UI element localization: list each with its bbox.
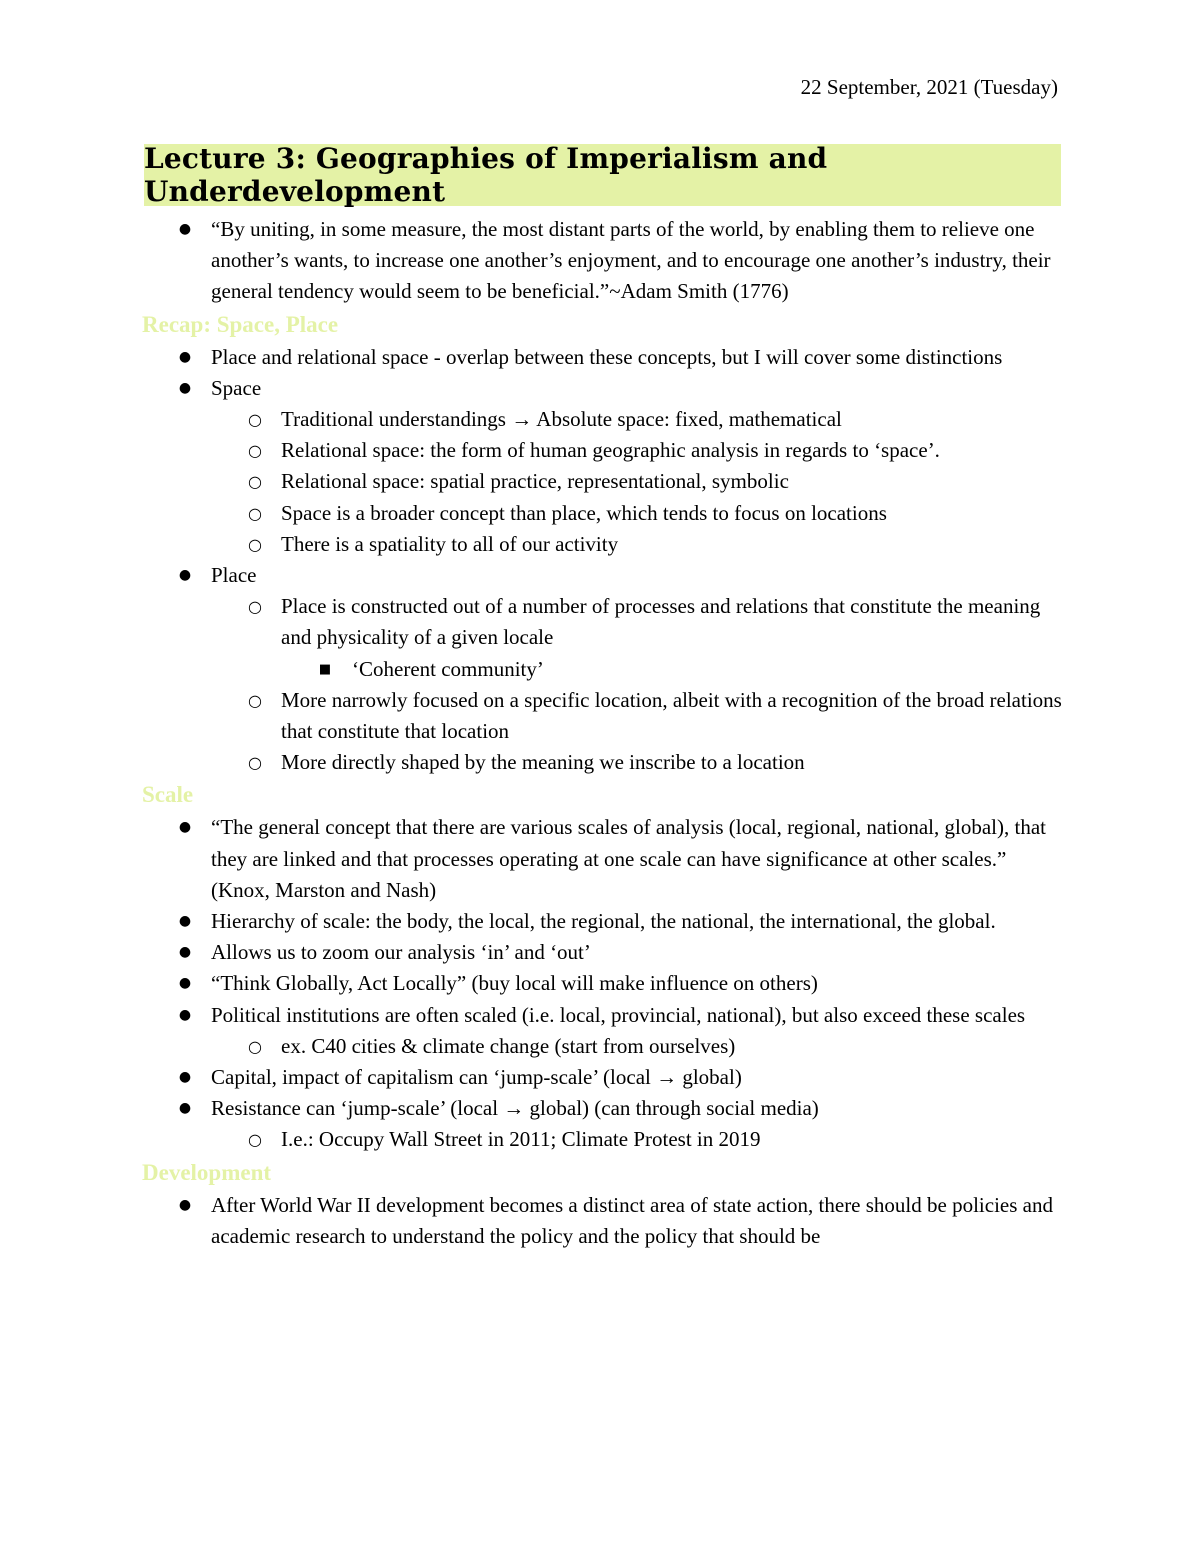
bullet-circle-icon: ○: [248, 472, 262, 492]
list-item-text: Place is constructed out of a number of processes and relations that constitute the meaning and physicality of a given locale: [281, 594, 1041, 650]
list-item-text: Resistance can ‘jump-scale’ (local → global) (can through social media): [211, 1096, 819, 1121]
bullet-disc-icon: ●: [178, 913, 192, 930]
list-item: [142, 1190, 1062, 1252]
list-item: [142, 498, 1062, 529]
list-item: [142, 968, 1062, 999]
list-item: [142, 342, 1062, 373]
list-item-text: There is a spatiality to all of our activity: [281, 531, 619, 556]
document-date: 22 September, 2021 (Tuesday): [800, 75, 1058, 99]
list-item: [142, 1031, 1062, 1062]
list-item: [142, 560, 1062, 591]
lecture-title: Lecture 3: Geographies of Imperialism and Underdevelopment: [144, 142, 828, 208]
list-item: [142, 1093, 1062, 1124]
list-item: [142, 747, 1062, 778]
list-item: [142, 812, 1062, 906]
bullet-circle-icon: ○: [248, 1036, 262, 1056]
list-item-text: ex. C40 cities & climate change (start from ourselves): [281, 1033, 736, 1058]
notes-body: [142, 214, 1062, 1252]
development-list: [142, 1190, 1062, 1252]
intro-list: [142, 214, 1062, 308]
list-item-text: Allows us to zoom our analysis ‘in’ and ‘out’: [211, 940, 591, 965]
scale-list: [142, 812, 1062, 1155]
list-item: [142, 435, 1062, 466]
bullet-square-icon: ■: [318, 661, 332, 677]
list-item-text: ‘Coherent community’: [352, 656, 544, 681]
list-item-text: “The general concept that there are various scales of analysis (local, regional, national, global), that they are linked and that processes operating at one scale can have significance at other scales.” (Knox, Marston and Nash): [211, 815, 1046, 902]
bullet-circle-icon: ○: [248, 1130, 262, 1150]
list-item: [142, 466, 1062, 497]
bullet-disc-icon: ●: [178, 348, 192, 365]
bullet-disc-icon: ●: [178, 1069, 192, 1086]
list-item: [142, 404, 1062, 435]
bullet-disc-icon: ●: [178, 1006, 192, 1023]
section-heading-development: Development: [142, 1159, 272, 1185]
bullet-disc-icon: ●: [178, 567, 192, 584]
list-item-text: Capital, impact of capitalism can ‘jump-scale’ (local → global): [211, 1065, 742, 1090]
list-item-text: Space is a broader concept than place, which tends to focus on locations: [281, 500, 887, 525]
list-item-text: More narrowly focused on a specific location, albeit with a recognition of the broad relations that constitute that location: [281, 687, 1062, 744]
list-item-text: “By uniting, in some measure, the most distant parts of the world, by enabling them to relieve one another’s wants, to increase one another’s enjoyment, and to encourage one another’s industry, their general tendency would seem to be beneficial.”~Adam Smith (1776): [211, 217, 1051, 304]
list-item-text: Place and relational space - overlap between these concepts, but I will cover some distinctions: [211, 344, 1003, 369]
recap-list: [142, 342, 1062, 779]
title-banner: [144, 144, 1061, 206]
section-heading-scale: Scale: [142, 782, 194, 808]
bullet-circle-icon: ○: [248, 410, 262, 430]
list-item: [142, 1124, 1062, 1155]
list-item: [142, 214, 1062, 308]
list-item: [142, 591, 1062, 653]
list-item-text: I.e.: Occupy Wall Street in 2011; Climate Protest in 2019: [281, 1127, 761, 1152]
list-item: [142, 654, 1062, 685]
list-item-text: Place: [211, 563, 257, 588]
bullet-disc-icon: ●: [178, 221, 192, 237]
bullet-disc-icon: ●: [178, 819, 192, 836]
list-item-text: Space: [211, 375, 262, 400]
list-item: [142, 1000, 1062, 1031]
bullet-circle-icon: ○: [248, 503, 262, 523]
bullet-circle-icon: ○: [248, 534, 262, 554]
bullet-circle-icon: ○: [248, 441, 262, 461]
bullet-disc-icon: ●: [178, 944, 192, 961]
bullet-disc-icon: ●: [178, 1196, 192, 1213]
list-item-text: Relational space: spatial practice, representational, symbolic: [281, 469, 789, 494]
list-item-text: Political institutions are often scaled (i.e. local, provincial, national), but also exceed these scales: [211, 1002, 1026, 1027]
list-item-text: Hierarchy of scale: the body, the local, the regional, the national, the international, the global.: [211, 909, 996, 934]
bullet-circle-icon: ○: [248, 753, 262, 773]
list-item: [142, 906, 1062, 937]
list-item-text: Relational space: the form of human geographic analysis in regards to ‘space’.: [281, 438, 940, 463]
bullet-disc-icon: ●: [178, 1100, 192, 1117]
list-item: [142, 685, 1062, 747]
list-item-text: More directly shaped by the meaning we inscribe to a location: [281, 750, 805, 775]
list-item: [142, 373, 1062, 404]
bullet-circle-icon: ○: [248, 690, 262, 710]
list-item: [142, 937, 1062, 968]
list-item-text: After World War II development becomes a distinct area of state action, there should be policies and academic research to understand the policy and the policy that should be: [211, 1192, 1053, 1248]
list-item: [142, 1062, 1062, 1093]
list-item-text: Traditional understandings → Absolute space: fixed, mathematical: [281, 407, 842, 432]
section-heading-recap: Recap: Space, Place: [142, 311, 339, 337]
list-item-text: “Think Globally, Act Locally” (buy local will make influence on others): [211, 971, 818, 996]
bullet-disc-icon: ●: [178, 975, 192, 992]
bullet-circle-icon: ○: [248, 597, 262, 617]
bullet-disc-icon: ●: [178, 379, 192, 396]
list-item: [142, 529, 1062, 560]
